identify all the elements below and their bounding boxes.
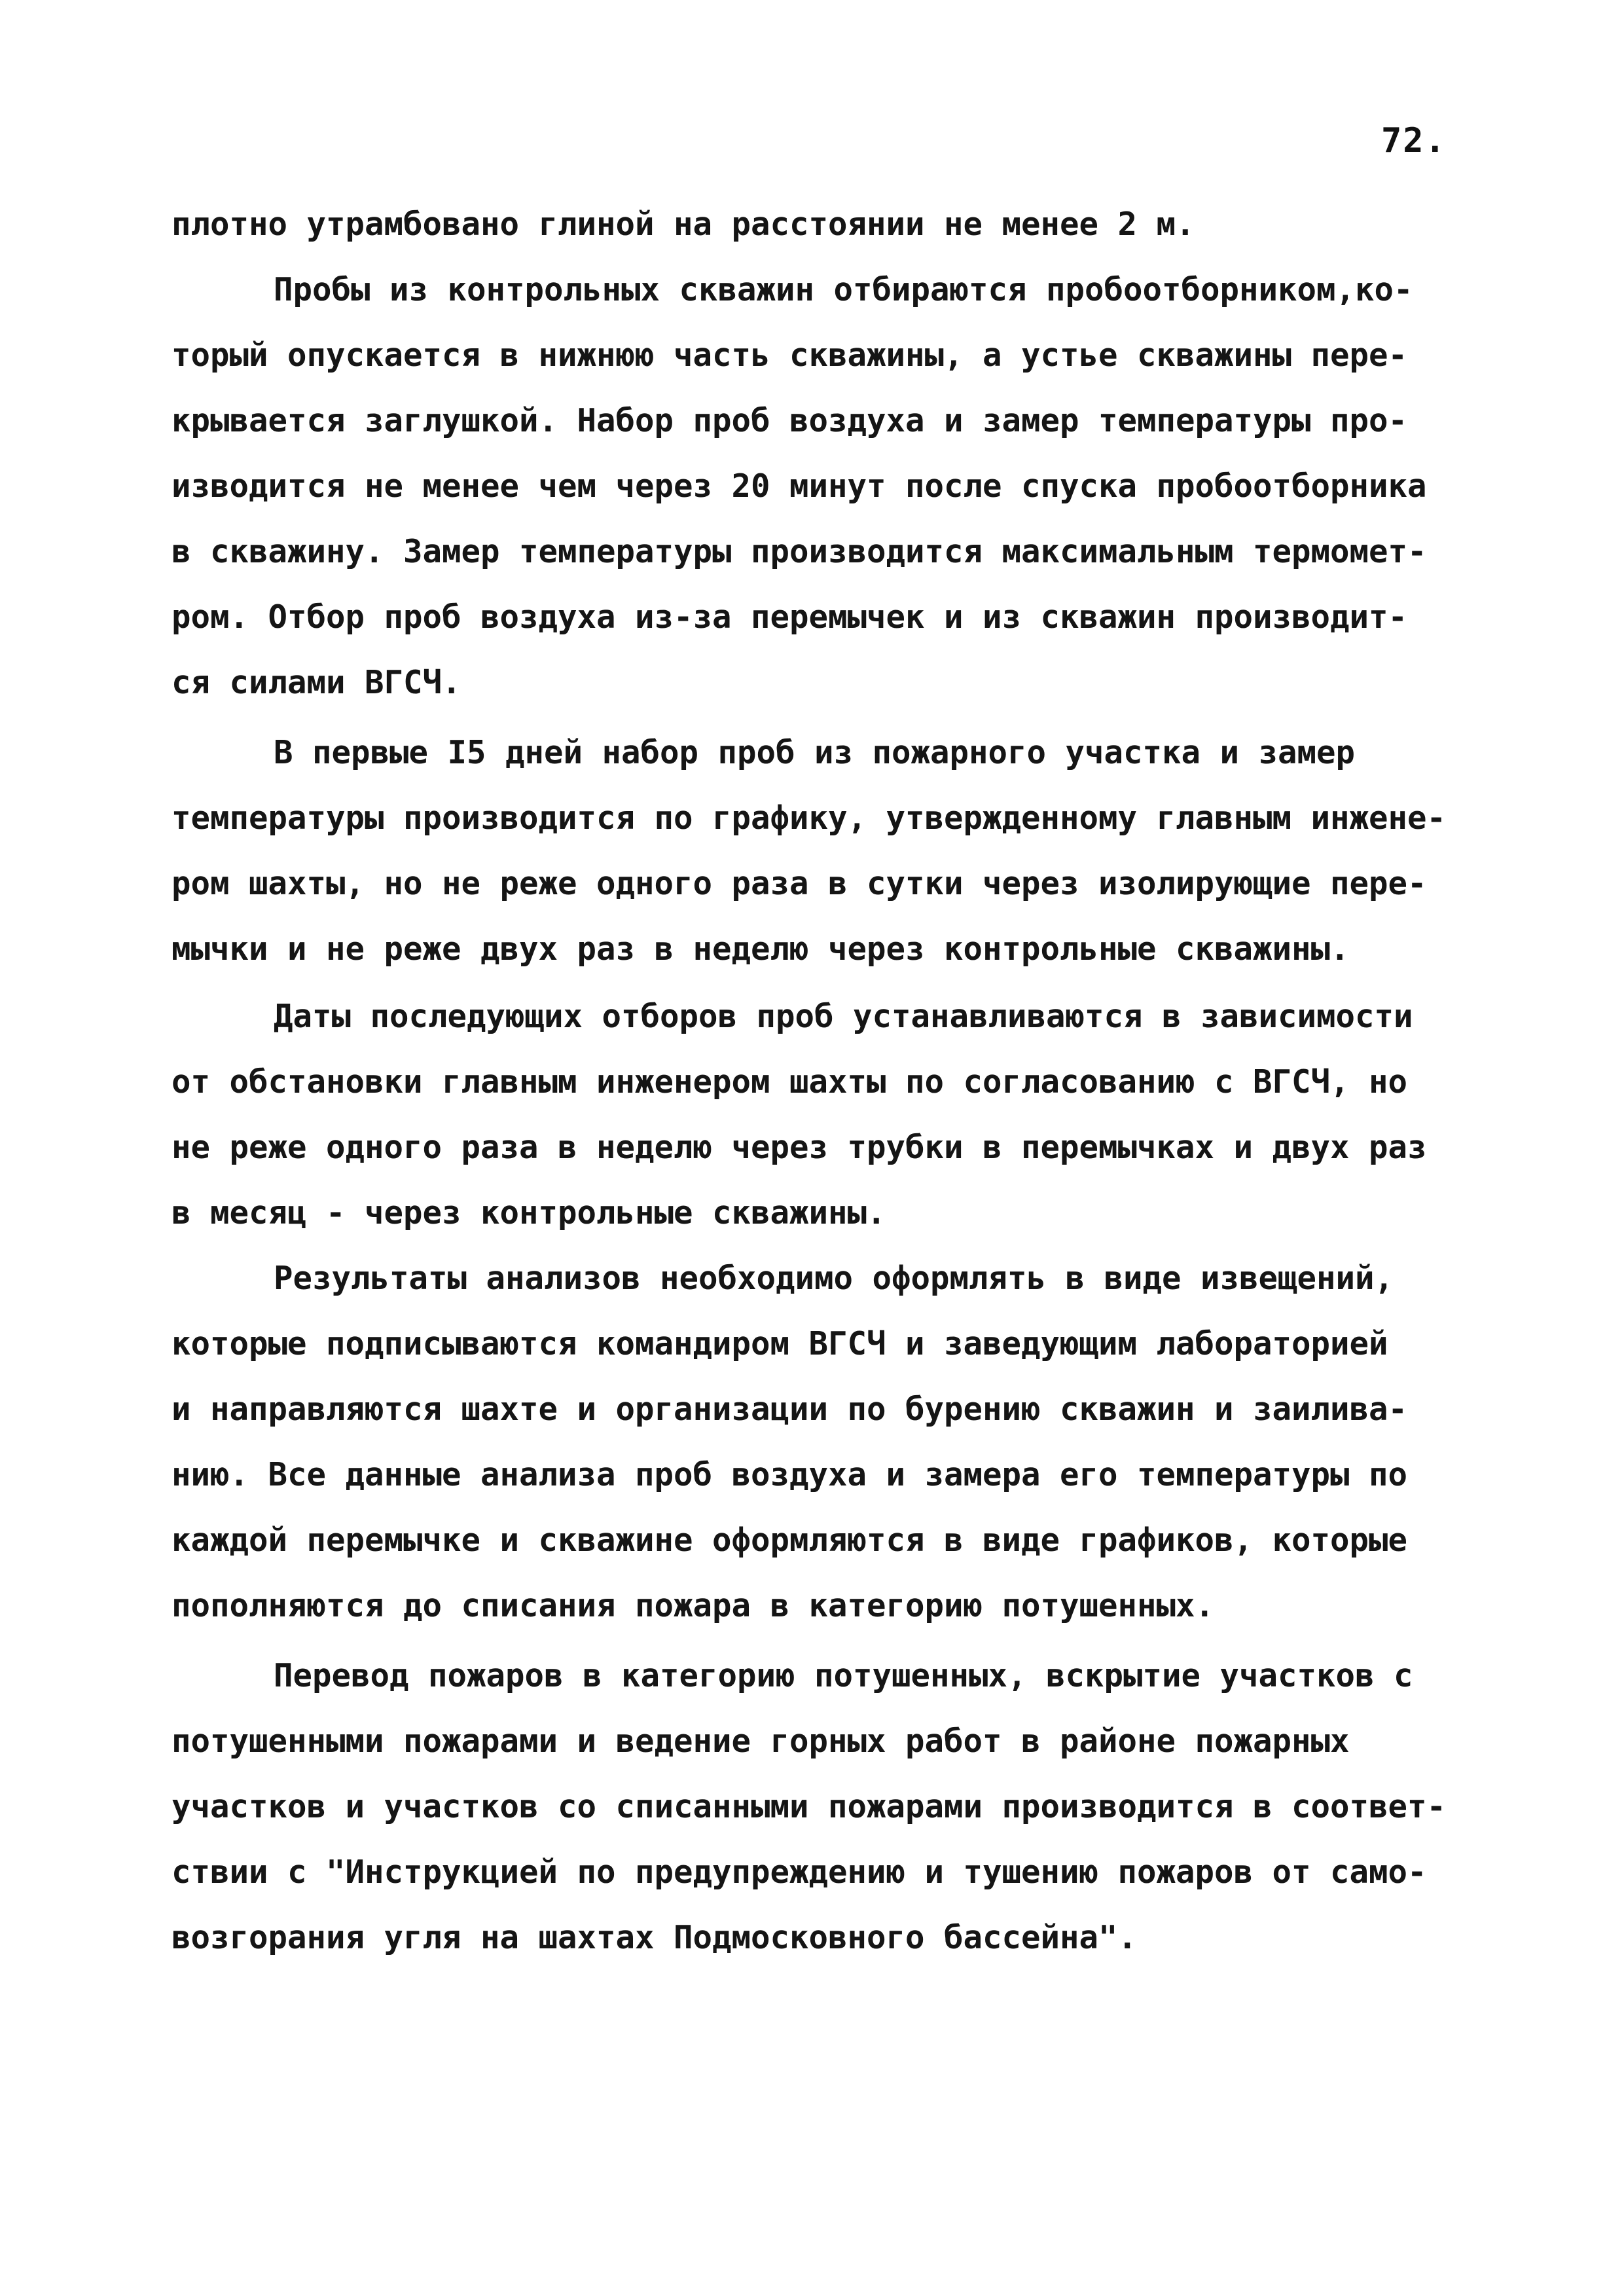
text-line: в месяц - через контрольные скважины.: [171, 1194, 886, 1231]
text-line: от обстановки главным инженером шахты по согласованию с ВГСЧ, но: [171, 1063, 1408, 1101]
text-line: Даты последующих отборов проб устанавливаются в зависимости: [274, 998, 1413, 1035]
text-line: крывается заглушкой. Набор проб воздуха и замер температуры про-: [171, 402, 1408, 439]
text-line: и направляются шахте и организации по бурению скважин и заилива-: [171, 1391, 1408, 1428]
text-line: Перевод пожаров в категорию потушенных, вскрытие участков с: [274, 1657, 1413, 1694]
text-line: Результаты анализов необходимо оформлять в виде извещений,: [274, 1260, 1394, 1297]
text-line: В первые I5 дней набор проб из пожарного участка и замер: [274, 734, 1356, 771]
text-line: в скважину. Замер температуры производится максимальным термомет-: [171, 533, 1427, 570]
text-line: возгорания угля на шахтах Подмосковного бассейна".: [171, 1919, 1138, 1956]
page-number: 72.: [1381, 121, 1447, 160]
text-line: потушенными пожарами и ведение горных работ в районе пожарных: [171, 1722, 1350, 1760]
text-line: каждой перемычке и скважине оформляются в виде графиков, которые: [171, 1522, 1408, 1559]
text-line: плотно утрамбовано глиной на расстоянии не менее 2 м.: [171, 206, 1195, 243]
text-line: не реже одного раза в неделю через трубки в перемычках и двух раз: [171, 1129, 1427, 1166]
text-line: участков и участков со списанными пожарами производится в соответ-: [171, 1788, 1447, 1825]
text-line: торый опускается в нижнюю часть скважины, а устье скважины пере-: [171, 337, 1408, 374]
text-line: нию. Все данные анализа проб воздуха и замера его температуры по: [171, 1456, 1408, 1493]
text-line: которые подписываются командиром ВГСЧ и заведующим лабораторией: [171, 1325, 1388, 1362]
text-line: ром. Отбор проб воздуха из-за перемычек и из скважин производит-: [171, 598, 1408, 636]
text-line: изводится не менее чем через 20 минут после спуска пробоотборника: [171, 467, 1427, 505]
text-line: ствии с "Инструкцией по предупреждению и тушению пожаров от само-: [171, 1853, 1427, 1891]
text-line: пополняются до списания пожара в категорию потушенных.: [171, 1587, 1215, 1624]
text-line: Пробы из контрольных скважин отбираются пробоотборником,ко-: [274, 271, 1413, 308]
text-line: ром шахты, но не реже одного раза в сутки через изолирующие пере-: [171, 865, 1427, 902]
text-line: мычки и не реже двух раз в неделю через контрольные скважины.: [171, 930, 1350, 968]
text-line: температуры производится по графику, утвержденному главным инжене-: [171, 799, 1447, 837]
text-line: ся силами ВГСЧ.: [171, 664, 461, 701]
